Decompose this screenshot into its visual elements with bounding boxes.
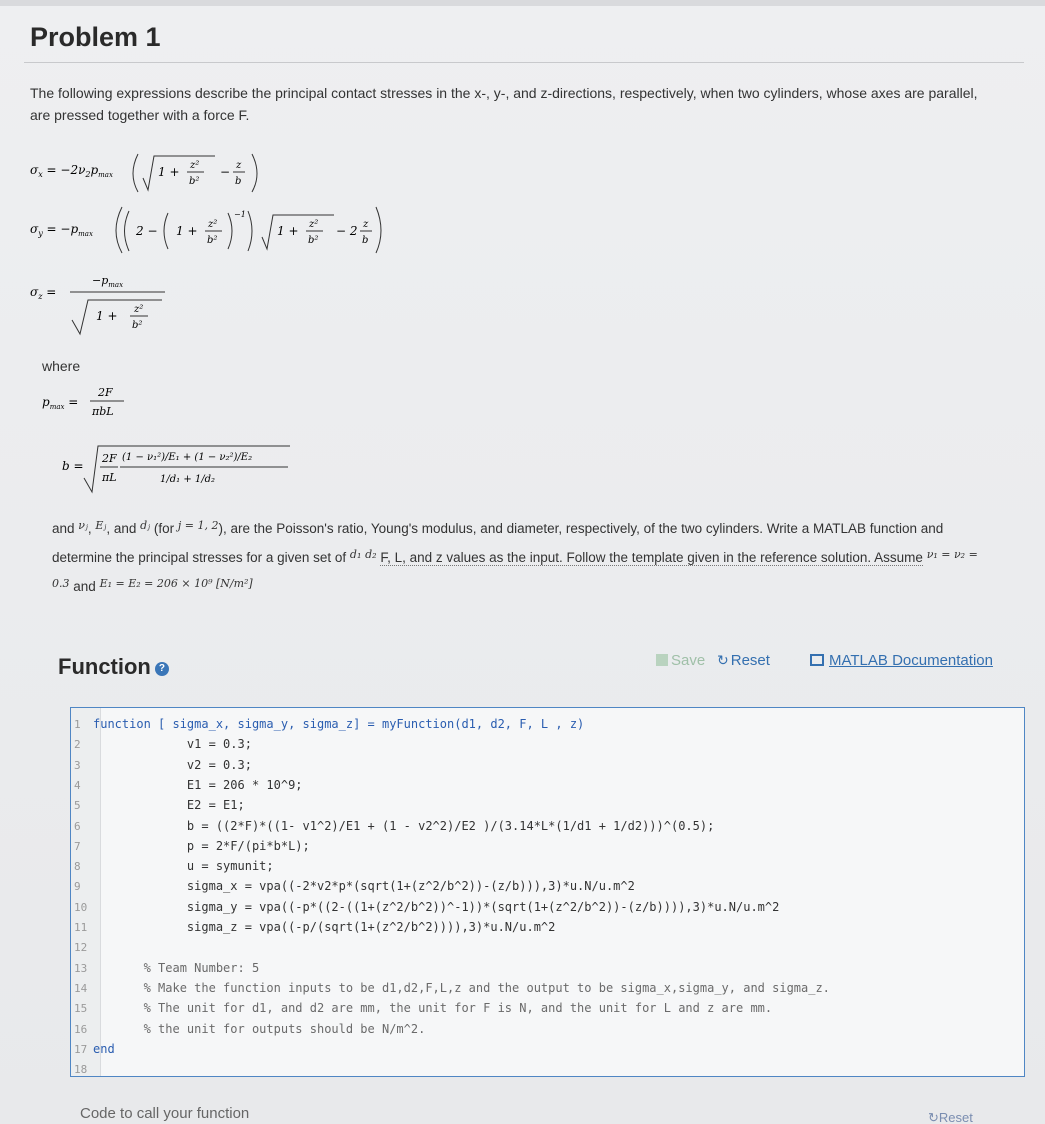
- matlab-documentation-link[interactable]: [810, 652, 993, 669]
- equation-sigma-z-graphic: [30, 270, 170, 340]
- line-number: 8: [74, 860, 81, 874]
- math-e-j: Eⱼ: [95, 519, 107, 532]
- code-line[interactable]: [71, 1021, 1021, 1042]
- line-number: 5: [74, 799, 81, 813]
- svg-text:σz =: $\sigma_z$ =: [30, 285, 57, 301]
- book-icon: [810, 654, 824, 666]
- code-text: b = ((2*F)*((1- v1^2)/E1 + (1 - v2^2)/E2 )/(3.14*L*(1/d1 + 1/d2)))^(0.5);: [93, 818, 715, 833]
- line-number: 18: [74, 1063, 88, 1077]
- divider: [24, 62, 1024, 63]
- code-text: E1 = 206 * 10^9;: [93, 777, 303, 792]
- svg-text:− 2: − 2: [336, 224, 358, 238]
- code-text: % Team Number: 5: [93, 960, 260, 975]
- line-number: 15: [74, 1002, 88, 1016]
- code-text: % Make the function inputs to be d1,d2,F,L,z and the output to be sigma_x,sigma_y, and sigma_z.: [93, 980, 830, 995]
- svg-text:z²: z²: [134, 304, 144, 315]
- svg-text:1/d₁ + 1/d₂: 1/d₁ + 1/d₂: [160, 474, 216, 485]
- svg-text:2F: 2F: [102, 452, 117, 465]
- code-text: % the unit for outputs should be N/m^2.: [93, 1021, 426, 1036]
- equation-b-graphic: [62, 440, 302, 500]
- editor-toolbar: [640, 652, 1020, 674]
- code-line[interactable]: [71, 1000, 1021, 1021]
- equation-sigma-y-graphic: [30, 205, 380, 255]
- text-fragment: and: [73, 579, 96, 594]
- code-text: % The unit for d1, and d2 are mm, the unit for F is N, and the unit for L and z are mm.: [93, 1001, 773, 1016]
- svg-text:1 +: 1 +: [96, 309, 118, 323]
- svg-text:−1: −1: [234, 210, 246, 219]
- svg-text:b²: b²: [132, 320, 143, 331]
- svg-text:z: z: [363, 219, 369, 230]
- reset-button[interactable]: [717, 652, 770, 669]
- code-line[interactable]: [71, 777, 1021, 798]
- svg-text:b²: b²: [207, 235, 218, 246]
- code-line[interactable]: [71, 919, 1021, 940]
- code-line[interactable]: [71, 980, 1021, 1001]
- question-circle-icon[interactable]: ?: [155, 662, 169, 676]
- line-number: 7: [74, 839, 81, 853]
- svg-text:z²: z²: [208, 219, 218, 230]
- svg-text:z²: z²: [309, 219, 319, 230]
- line-number: 9: [74, 880, 81, 894]
- code-text: sigma_x = vpa((-2*v2*p*(sqrt(1+(z^2/b^2))-(z/b))),3)*u.N/u.m^2: [93, 879, 635, 894]
- code-line[interactable]: [71, 960, 1021, 981]
- code-line[interactable]: [71, 1061, 1021, 1082]
- code-text: sigma_y = vpa((-p*((2-((1+(z^2/b^2))^-1))*(sqrt(1+(z^2/b^2))-(z/b)))),3)*u.N/u.m^2: [93, 899, 780, 914]
- line-number: 1: [74, 718, 81, 731]
- problem-title: Problem 1: [30, 22, 161, 52]
- code-line[interactable]: [71, 716, 1021, 737]
- problem-intro: The following expressions describe the principal contact stresses in the x-, y-, and z-directions, respectively, when two cylinders, whose axes are parallel, are pressed together with a force F.: [30, 85, 978, 123]
- footer-reset-button[interactable]: [928, 1110, 973, 1124]
- code-line[interactable]: [71, 818, 1021, 839]
- code-text: v1 = 0.3;: [93, 737, 252, 752]
- code-line[interactable]: [71, 899, 1021, 920]
- code-text: p = 2*F/(pi*b*L);: [93, 838, 310, 853]
- svg-text:2 −: 2 −: [136, 224, 158, 238]
- reset-label: Reset: [730, 652, 770, 669]
- svg-text:−: −: [220, 165, 231, 179]
- refresh-icon: ↻: [717, 652, 729, 668]
- line-number: 3: [74, 758, 81, 772]
- text-fragment: , and: [106, 521, 137, 536]
- code-line[interactable]: [71, 939, 1021, 960]
- line-number: 11: [74, 921, 88, 934]
- svg-text:b²: b²: [189, 176, 200, 187]
- svg-text:z: z: [236, 160, 242, 171]
- code-line[interactable]: [71, 797, 1021, 818]
- code-text: u = symunit;: [93, 859, 274, 874]
- line-number: 2: [74, 738, 81, 752]
- problem-instructions: [52, 513, 982, 600]
- math-d-j: dⱼ: [140, 519, 151, 532]
- line-number: 12: [74, 941, 88, 955]
- equation-b: [62, 440, 302, 504]
- call-function-section-title: Code to call your function: [80, 1105, 250, 1122]
- math-d1: d₁: [349, 548, 362, 561]
- svg-text:1 +: 1 +: [176, 224, 198, 238]
- equation-sigma-z: [30, 270, 170, 344]
- equation-pmax: [42, 382, 162, 430]
- function-section-title: [58, 654, 169, 680]
- code-text: v2 = 0.3;: [93, 757, 252, 772]
- line-number: 6: [74, 819, 81, 833]
- code-line[interactable]: [71, 736, 1021, 757]
- top-border: [0, 0, 1045, 6]
- line-number: 17: [74, 1042, 88, 1056]
- math-d2: d₂: [365, 548, 377, 561]
- svg-text:z²: z²: [190, 160, 200, 171]
- line-number: 13: [74, 961, 88, 975]
- svg-text:1 +: 1 +: [158, 165, 180, 179]
- svg-text:b: b: [235, 176, 242, 187]
- floppy-icon: [656, 654, 668, 666]
- save-button[interactable]: [656, 652, 705, 669]
- code-text: sigma_z = vpa((-p/(sqrt(1+(z^2/b^2)))),3)*u.N/u.m^2: [93, 920, 556, 934]
- code-line[interactable]: [71, 757, 1021, 778]
- refresh-icon: ↻: [928, 1110, 939, 1124]
- footer-reset-label: Reset: [938, 1110, 973, 1124]
- svg-text:pmax =: $p_{max}$ =: [42, 395, 79, 411]
- code-editor[interactable]: [70, 707, 1025, 1077]
- code-text: function [ sigma_x, sigma_y, sigma_z] = myFunction(d1, d2, F, L , z): [93, 717, 585, 731]
- code-text: E2 = E1;: [93, 798, 245, 813]
- code-line[interactable]: [71, 858, 1021, 879]
- where-label: where: [42, 358, 81, 374]
- text-fragment: F, L, and z values as the input. Follow the template given in the reference solution. Assume: [380, 550, 923, 565]
- code-line[interactable]: [71, 838, 1021, 859]
- line-number: 14: [74, 981, 88, 995]
- svg-text:2F: 2F: [98, 386, 113, 399]
- text-fragment: and: [52, 521, 75, 536]
- doc-label: MATLAB Documentation: [829, 652, 993, 669]
- equation-sigma-y: [30, 205, 380, 259]
- text-fragment: ,: [87, 521, 96, 536]
- text-fragment: ), are the Poisson's ratio, Young's modulus, and diameter, respectively, of the two cylinders. Write a MATLAB function and determine the principal stresses for a given set of: [52, 521, 944, 565]
- math-e-assumption: E₁ = E₂ = 206 × 10⁹ [N/m²]: [99, 577, 253, 590]
- math-nu-j: νⱼ: [78, 519, 88, 532]
- code-line[interactable]: [71, 878, 1021, 899]
- save-label: Save: [671, 652, 706, 669]
- line-number: 16: [74, 1022, 88, 1036]
- svg-text:−pmax: $-p_{max}$: [92, 274, 124, 289]
- line-number: 4: [74, 778, 81, 792]
- equation-sigma-x-graphic: [30, 150, 270, 194]
- code-line[interactable]: [71, 1041, 1021, 1062]
- svg-text:b: b: [362, 235, 369, 246]
- svg-text:1 +: 1 +: [277, 224, 299, 238]
- equation-sigma-x: [30, 150, 270, 198]
- function-title-text: Function: [58, 654, 151, 679]
- svg-text:σy = −pmax: $\sigma_y = -p_{max}$: [30, 222, 93, 238]
- svg-text:b²: b²: [308, 235, 319, 246]
- svg-text:πbL: πbL: [92, 405, 114, 418]
- svg-text:πL: πL: [102, 471, 117, 484]
- math-nu-assumption: ν₁ = ν₂ = 0.3: [52, 548, 978, 590]
- math-j-range: j = 1, 2: [177, 519, 219, 532]
- equation-pmax-graphic: [42, 382, 162, 426]
- code-text: end: [93, 1041, 115, 1056]
- svg-text:(1 − ν₁²)/E₁ + (1 − ν₂²)/E₂: (1 − ν₁²)/E₁ + (1 − ν₂²)/E₂: [122, 452, 253, 463]
- text-fragment: (for: [153, 521, 175, 536]
- line-number: 10: [74, 900, 88, 914]
- svg-text:σx = −2ν2pmax: $\sigma_x = -2\nu_2p_{max}$: [30, 163, 113, 179]
- svg-text:b =: b =: [62, 459, 84, 473]
